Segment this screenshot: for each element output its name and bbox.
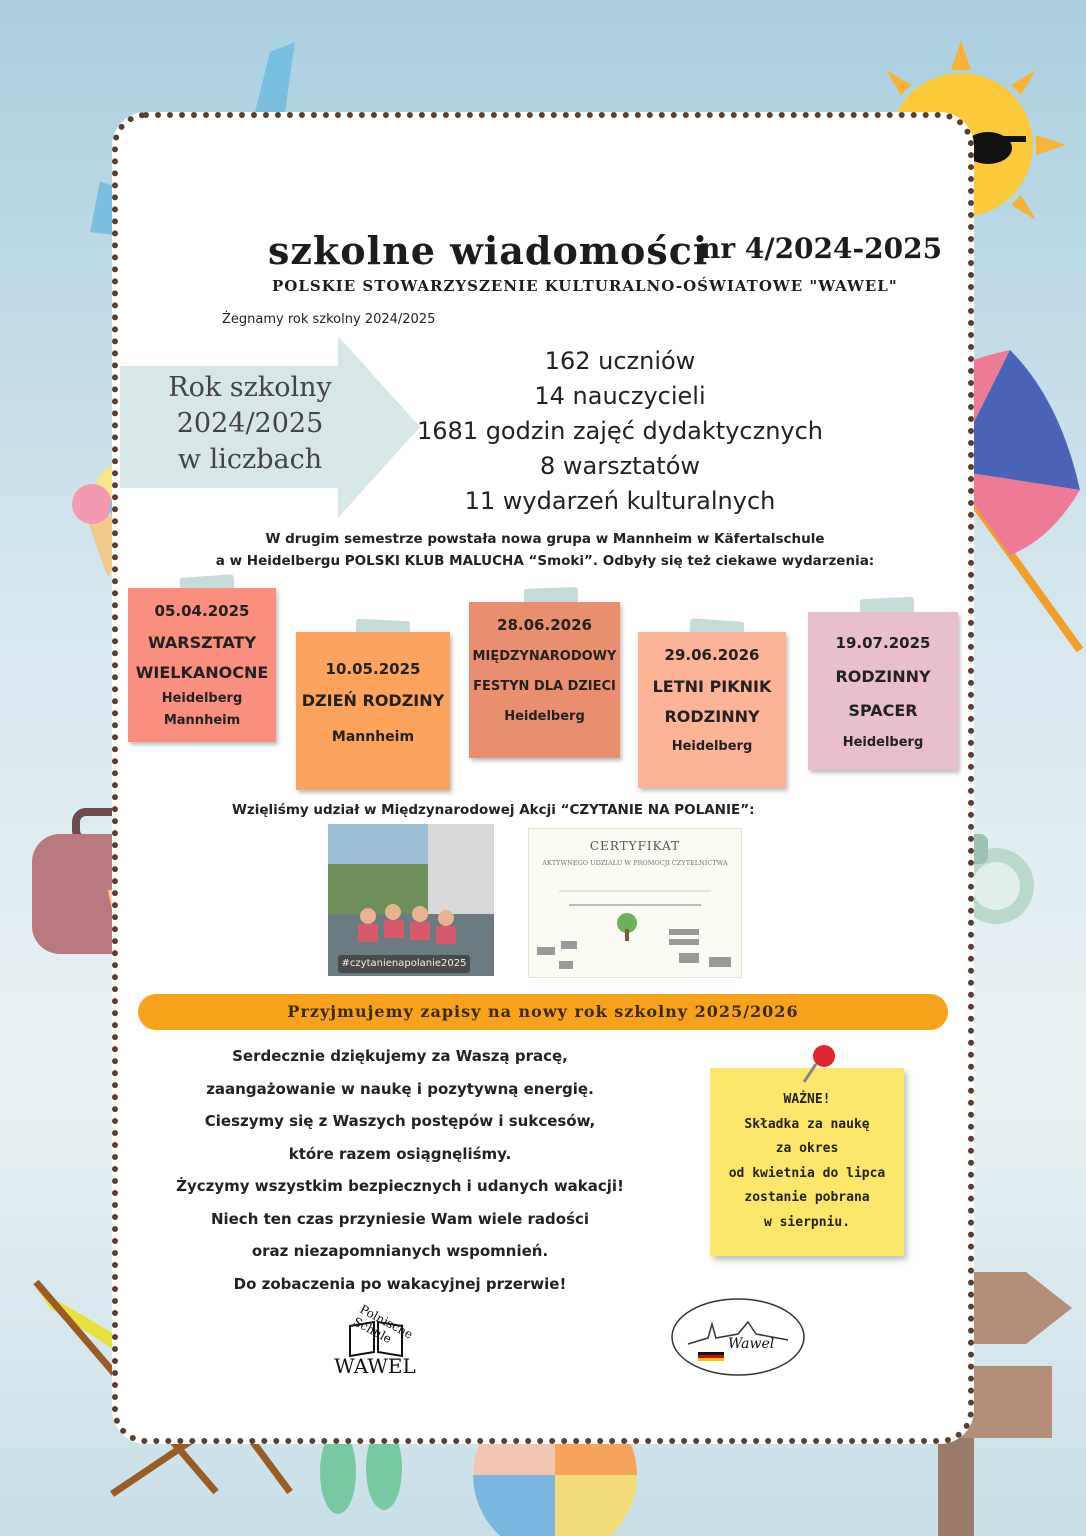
school-logo-subtitle: Polnische Schule: [350, 1302, 416, 1347]
event-card: [469, 602, 620, 758]
event-name: RODZINNY: [835, 667, 931, 686]
certificate-subtitle: AKTYWNEGO UDZIAŁU W PROMOCJI CZYTELNICTWA: [542, 859, 728, 867]
thanks-line: Życzymy wszystkim bezpiecznych i udanych wakacji!: [176, 1177, 624, 1195]
event-name: MIĘDZYNARODOWY: [472, 649, 617, 664]
thanks-message: [150, 1040, 650, 1300]
note-line: w sierpniu.: [763, 1214, 851, 1230]
thanks-line: Do zobaczenia po wakacyjnej przerwie!: [233, 1274, 567, 1293]
certificate-title: CERTYFIKAT: [589, 839, 681, 853]
event-name: WARSZTATY: [147, 633, 257, 652]
event-place: Heidelberg: [504, 709, 585, 724]
event-name: LETNI PIKNIK: [652, 677, 772, 696]
thanks-line: oraz niezapomnianych wspomnień.: [251, 1242, 549, 1260]
reading-campaign-caption: Wzięliśmy udział w Międzynarodowej Akcji “CZYTANIE NA POLANIE”:: [232, 802, 755, 818]
event-name: WIELKANOCNE: [135, 663, 269, 682]
event-date: 28.06.2026: [497, 616, 592, 634]
event-date: 19.07.2025: [835, 634, 931, 652]
event-name: SPACER: [848, 701, 918, 720]
event-date: 10.05.2025: [325, 660, 421, 678]
thanks-line: Serdecznie dziękujemy za Waszą pracę,: [232, 1047, 568, 1065]
semester-text: [170, 528, 920, 572]
event-card: [638, 632, 786, 788]
note-line: za okres: [775, 1141, 839, 1156]
stat-hours: 1681 godzin zajęć dydaktycznych: [416, 417, 824, 445]
issue-number: nr 4/2024-2025: [700, 232, 943, 265]
farewell-text: Żegnamy rok szkolny 2024/2025: [222, 312, 436, 327]
school-logo: [320, 1298, 440, 1384]
photo-scene: [328, 824, 494, 976]
event-name: FESTYN DLA DZIECI: [473, 679, 616, 694]
important-note: [710, 1068, 904, 1256]
event-card: [296, 632, 450, 790]
certificate-graphics: [529, 829, 741, 977]
note-line: Składka za naukę: [744, 1116, 870, 1132]
event-date: 29.06.2026: [664, 646, 760, 664]
certificate: [528, 828, 742, 978]
event-card: [128, 588, 276, 742]
pushpin-icon: [796, 1042, 840, 1086]
organization-name: POLSKIE STOWARZYSZENIE KULTURALNO-OŚWIATOWE "WAWEL": [272, 277, 898, 295]
event-place: Mannheim: [163, 713, 241, 728]
stat-teachers: 14 nauczycieli: [534, 382, 706, 410]
event-name: RODZINNY: [664, 707, 760, 726]
note-line: WAŻNE!: [783, 1092, 831, 1107]
campaign-hashtag: #czytanienapolanie2025: [338, 955, 470, 973]
arrow-line: 2024/2025: [176, 408, 324, 439]
association-logo: [668, 1294, 808, 1380]
association-logo-name: Wawel: [728, 1336, 775, 1352]
event-card: [808, 612, 958, 770]
event-name: DZIEŃ RODZINY: [301, 691, 445, 710]
note-line: od kwietnia do lipca: [728, 1165, 886, 1181]
arrow-line: w liczbach: [177, 444, 323, 475]
stat-workshops: 8 warsztatów: [539, 452, 701, 480]
arrow-line: Rok szkolny: [168, 372, 332, 403]
newsletter-title: szkolne wiadomości: [268, 228, 709, 273]
stat-students: 162 uczniów: [544, 347, 696, 375]
thanks-line: zaangażowanie w naukę i pozytywną energię.: [206, 1079, 594, 1098]
semester-line: a w Heidelbergu POLSKI KLUB MALUCHA “Smoki”. Odbyły się też ciekawe wydarzenia:: [215, 553, 875, 569]
enrollment-banner: Przyjmujemy zapisy na nowy rok szkolny 2025/2026: [138, 994, 948, 1030]
thanks-line: Cieszymy się z Waszych postępów i sukcesów,: [204, 1112, 596, 1130]
event-place: Heidelberg: [161, 691, 243, 706]
thanks-line: Niech ten czas przyniesie Wam wiele radości: [210, 1209, 590, 1228]
stat-events: 11 wydarzeń kulturalnych: [464, 487, 776, 515]
semester-line: W drugim semestrze powstała nowa grupa w Mannheim w Käfertalschule: [265, 531, 825, 547]
year-in-numbers-label: [150, 370, 350, 478]
school-logo-name: WAWEL: [334, 1354, 416, 1378]
campaign-photo: [328, 824, 494, 976]
event-place: Heidelberg: [842, 735, 924, 750]
event-date: 05.04.2025: [154, 602, 250, 620]
event-place: Heidelberg: [671, 739, 753, 754]
event-place: Mannheim: [331, 729, 415, 745]
note-line: zostanie pobrana: [744, 1190, 870, 1205]
thanks-line: które razem osiągnęliśmy.: [288, 1144, 512, 1163]
year-stats: [410, 344, 830, 519]
